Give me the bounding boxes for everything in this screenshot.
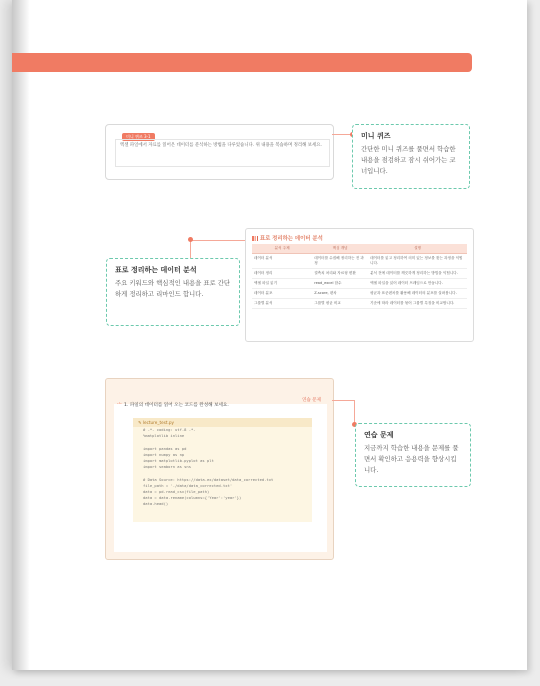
code-line: %matplotlib inline [143,433,185,439]
data-summary-note-body: 주요 키워드와 핵심적인 내용을 표로 간단하게 정리하고 리마인드 합니다. [115,279,231,298]
code-file-name: lecture_test.py [142,420,174,425]
table-cell: 엑셀 파일 읽기 [252,279,312,289]
table-cell: read_excel 함수 [312,279,368,289]
practice-box [105,378,334,560]
chapter-banner [12,53,472,72]
code-line: import seaborn as sns [143,464,192,470]
code-line: data.head() [143,501,169,507]
mini-quiz-note-title: 미니 퀴즈 [361,132,391,140]
table-row [252,269,467,279]
table-row [252,299,467,309]
table-row [252,279,467,289]
connector-line-data-v [190,240,191,258]
practice-question: 1. 파일의 데이터를 읽어 오는 코드를 완성해 보세요. [124,403,229,408]
data-table-title-text: 표로 정리하는 데이터 분석 [259,236,323,242]
practice-note-body: 지금까지 학습한 내용을 문제를 풀면서 확인하고 응용력을 향상시킵니다. [364,444,459,474]
code-line: import pandas as pd [143,445,187,451]
table-cell: 그룹별 평균 비교 [312,299,368,309]
code-line: # Data Source: https://data.ex/dataset/data_corrected.txt [143,476,274,482]
table-cell: 결측치 처리와 자료형 변환 [312,269,368,279]
code-line: import matplotlib.pyplot as plt [143,458,214,464]
code-block-header [133,418,312,427]
practice-note-title: 연습 문제 [364,431,394,439]
table-cell: 데이터를 읽고 정리하여 의미 있는 정보를 찾는 과정을 익힙니다. [368,254,467,269]
table-cell: 엑셀 파일을 읽어 데이터 프레임으로 만듭니다. [368,279,467,289]
table-cell: Z-score, 편차 [312,289,368,299]
mini-quiz-text: 엑셀 파일에서 자료를 읽어온 데이터를 분석하는 방법을 다루었습니다. 위 내용을 복습하며 정리해 보세요. [115,139,330,167]
code-line: file_path = './data/data_corrected.txt' [143,482,233,488]
mini-quiz-tag: 미니 퀴즈 3-1 [122,133,155,141]
mini-quiz-box [105,124,334,180]
table-header: 분석 주제 [252,244,312,254]
table-row [252,289,467,299]
table-cell: 기준에 따라 데이터를 묶어 그룹별 특징을 비교합니다. [368,299,467,309]
table-cell: 데이터 분석 [252,254,312,269]
connector-line-practice-v [354,400,355,424]
connector-line-practice-h [332,400,354,401]
mini-quiz-note [352,124,470,189]
code-line: data = data.rename(columns={'Year':'year'}) [143,495,242,501]
table-cell: 데이터 분포 [252,289,312,299]
data-table [252,244,467,309]
code-line: data = pd.read_csv(file_path) [143,489,210,495]
data-analysis-table-box [245,228,474,342]
practice-content [114,404,327,552]
page-spine-shadow [12,0,30,670]
table-cell: 데이터를 수집해 정리하는 전 과정 [312,254,368,269]
table-header: 핵심 개념 [312,244,368,254]
bar-chart-icon [252,236,258,241]
table-row [252,254,467,269]
data-summary-note-title: 표로 정리하는 데이터 분석 [115,266,197,274]
data-summary-note [106,258,240,326]
mini-quiz-note-body: 간단한 미니 퀴즈를 풀면서 학습한 내용을 점검하고 잠시 쉬어가는 코너입니다. [361,145,456,175]
code-line: import numpy as np [143,451,185,457]
connector-line-data-h [190,240,248,241]
table-cell: 평균과 표준편차를 활용해 데이터의 분포를 살펴봅니다. [368,289,467,299]
table-header: 설명 [368,244,467,254]
practice-label: 연습 문제 [302,398,321,403]
file-icon: ✎ [138,420,143,425]
table-cell: 데이터 정리 [252,269,312,279]
connector-dot-data [188,237,193,242]
code-block [133,418,312,522]
table-cell: 그룹별 분석 [252,299,312,309]
table-cell: 분석 전에 데이터를 깨끗하게 정리하는 방법을 익힙니다. [368,269,467,279]
data-table-title [252,234,323,242]
connector-line-quiz [332,134,352,135]
code-line: # -*- coding: utf-8 -*- [143,427,196,432]
practice-note [355,423,471,487]
